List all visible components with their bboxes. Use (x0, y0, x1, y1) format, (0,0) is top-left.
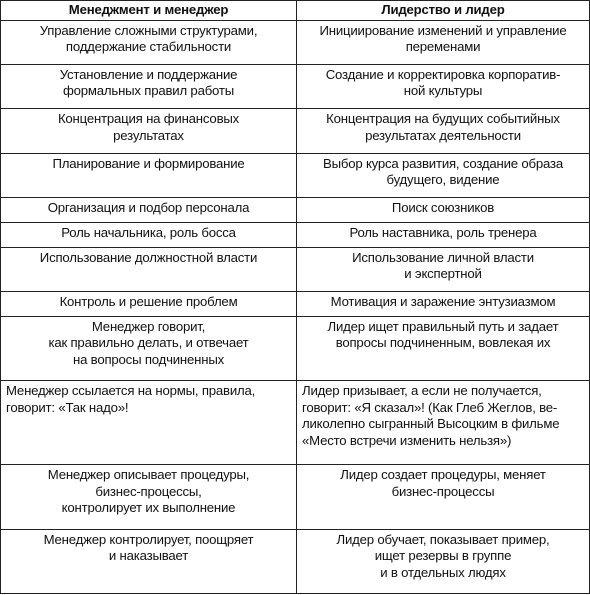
cell-line: контролирует их выполнение (61, 500, 236, 516)
table-row (1, 316, 590, 380)
cell-line: говорит: «Я сказал»! (Как Глеб Жеглов, ве- (302, 399, 558, 415)
header-manager: Менеджмент и менеджер (1, 1, 297, 21)
cell-line: Планирование и формирование (52, 155, 245, 171)
cell-line: Менеджер ссылается на нормы, правила, (6, 383, 256, 399)
cell-line: Концентрация на финансовых (57, 111, 240, 127)
cell-line: бизнес-процессы (391, 483, 495, 499)
cell-line: формальных правил работы (62, 83, 235, 99)
cell-line: Использование должностной власти (39, 249, 258, 265)
cell-line: как правильно делать, и отвечает (48, 335, 249, 351)
table-row (1, 247, 590, 291)
table-row (1, 223, 590, 248)
cell-line: будущего, видение (386, 172, 500, 188)
table-row (1, 109, 590, 153)
manager-cell (1, 20, 297, 64)
cell-line: Использование личной власти (352, 249, 534, 265)
cell-line: и экспертной (404, 266, 482, 282)
manager-cell (1, 529, 297, 593)
leader-cell (297, 153, 590, 197)
cell-line: Лидер призывает, а если не получается, (302, 383, 542, 399)
table-row (1, 20, 590, 64)
leader-cell (297, 247, 590, 291)
header-leader: Лидерство и лидер (297, 1, 590, 21)
cell-line: Концентрация на будущих событийных (326, 111, 560, 127)
manager-cell (1, 223, 297, 248)
cell-line: Установление и поддержание (59, 66, 238, 82)
leader-cell (297, 381, 590, 465)
leader-cell (297, 316, 590, 380)
cell-line: Лидер обучает, показывает пример, (336, 531, 550, 547)
table-row (1, 465, 590, 529)
cell-line: Управление сложными структурами, (39, 22, 258, 38)
cell-line: Менеджер описывает процедуры, (47, 467, 250, 483)
cell-line: ищет резервы в группе (374, 548, 512, 564)
cell-line: результатах деятельности (365, 127, 521, 143)
cell-line: переменами (405, 39, 481, 54)
cell-line: Контроль и решение проблем (59, 294, 238, 310)
manager-cell (1, 153, 297, 197)
manager-cell (1, 198, 297, 223)
leader-cell (297, 64, 590, 108)
cell-line: на вопросы подчиненных (73, 351, 224, 367)
manager-cell (1, 316, 297, 380)
cell-line: Поиск союзников (391, 200, 495, 216)
manager-cell (1, 465, 297, 529)
manager-cell (1, 247, 297, 291)
leader-cell (297, 223, 590, 248)
table-row (1, 64, 590, 108)
cell-line: Менеджер говорит, (91, 318, 206, 334)
cell-line: Лидер создает процедуры, меняет (340, 467, 546, 483)
cell-line: Создание и корректировка корпоратив- (325, 66, 561, 82)
cell-line: ной культуры (403, 83, 483, 99)
cell-line: Мотивация и заражение энтузиазмом (330, 294, 556, 310)
cell-line: «Место встречи изменить нельзя») (302, 432, 512, 448)
table-row (1, 292, 590, 317)
cell-line: Роль начальника, роль босса (61, 225, 236, 241)
leader-cell (297, 529, 590, 593)
cell-line: Инициирование изменений и управление (319, 22, 567, 38)
cell-line: поддержание стабильности (65, 39, 232, 54)
table-row (1, 198, 590, 223)
table-row (1, 153, 590, 197)
cell-line: вопросы подчиненным, вовлекая их (335, 335, 551, 351)
cell-line: ликолепно сыгранный Высоцким в фильме (302, 416, 560, 432)
cell-line: Роль наставника, роль тренера (349, 225, 537, 241)
table-header-row (1, 1, 590, 21)
leader-cell (297, 198, 590, 223)
cell-line: бизнес-процессы, (95, 483, 202, 499)
cell-line: говорит: «Так надо»! (6, 399, 129, 415)
table-row (1, 529, 590, 593)
cell-line: Организация и подбор персонала (47, 200, 250, 216)
manager-cell (1, 109, 297, 153)
cell-line: результатах (113, 127, 184, 143)
cell-line: Лидер ищет правильный путь и задает (327, 318, 559, 334)
leader-cell (297, 465, 590, 529)
cell-line: Менеджер контролирует, поощряет (43, 531, 254, 547)
table-row (1, 381, 590, 465)
leader-cell (297, 109, 590, 153)
cell-line: и в отдельных людях (380, 564, 506, 580)
manager-cell (1, 292, 297, 317)
leader-cell (297, 292, 590, 317)
manager-cell (1, 64, 297, 108)
leader-cell (297, 20, 590, 64)
cell-line: и наказывает (108, 548, 189, 564)
manager-cell (1, 381, 297, 465)
cell-line: Выбор курса развития, создание образа (322, 155, 563, 171)
